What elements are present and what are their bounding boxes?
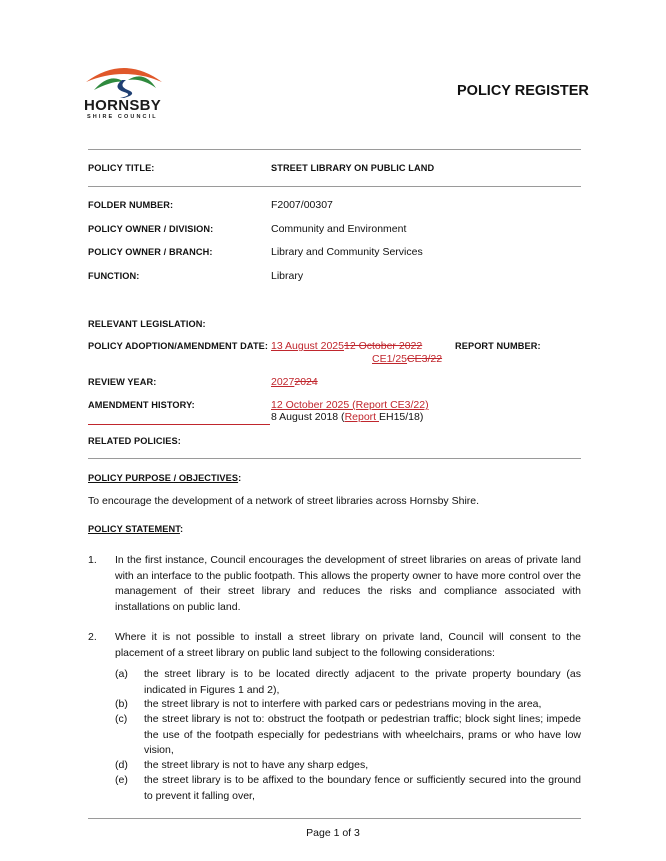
amendment-history-line2-end: EH15/18) — [379, 411, 424, 423]
purpose-heading-text: POLICY PURPOSE / OBJECTIVES — [88, 473, 239, 483]
review-year-inserted: 2027 — [271, 376, 295, 388]
policy-title-label: POLICY TITLE: — [88, 163, 155, 173]
subitem-text: the street library is not to have any sharp edges, — [144, 759, 369, 771]
amendment-history-line1 — [271, 399, 429, 411]
related-policies-label: RELATED POLICIES: — [88, 436, 181, 446]
report-number-deleted: CE3/22 — [407, 353, 443, 365]
report-number-inserted: CE1/25 — [372, 353, 408, 365]
purpose-text: To encourage the development of a network of street libraries across Hornsby Shire. — [88, 495, 480, 507]
adoption-date-value — [271, 340, 422, 352]
report-number-value — [372, 353, 442, 365]
owner-division-value: Community and Environment — [271, 223, 407, 235]
statement-heading: POLICY STATEMENT: — [88, 524, 184, 534]
divider — [88, 186, 581, 187]
folder-number-value: F2007/00307 — [271, 199, 333, 211]
subitem-number: (e) — [115, 774, 128, 786]
function-label: FUNCTION: — [88, 271, 140, 281]
divider — [88, 149, 581, 150]
footer-divider — [88, 818, 581, 819]
subitem-number: (a) — [115, 668, 128, 680]
purpose-heading: POLICY PURPOSE / OBJECTIVES: — [88, 473, 242, 483]
logo-subtitle: SHIRE COUNCIL — [87, 114, 158, 120]
statement-heading-text: POLICY STATEMENT — [88, 524, 180, 534]
owner-branch-label: POLICY OWNER / BRANCH: — [88, 247, 213, 257]
subitem-text: the street library is to be affixed to the boundary fence or sufficiently secured into the ground to prevent it falling over, — [144, 774, 581, 802]
subitem-number: (c) — [115, 713, 128, 725]
owner-division-label: POLICY OWNER / DIVISION: — [88, 224, 214, 234]
owner-branch-value: Library and Community Services — [271, 246, 423, 258]
amendment-history-inserted: 12 October 2025 (Report CE3/22) — [271, 399, 429, 411]
statement-item-number: 1. — [88, 554, 97, 566]
adoption-date-deleted: 12 October 2022 — [343, 340, 423, 352]
subitem-number: (d) — [115, 759, 128, 771]
policy-title-value: STREET LIBRARY ON PUBLIC LAND — [271, 163, 435, 173]
review-year-deleted: 2024 — [294, 376, 318, 388]
subitem-text: the street library is not to interfere with parked cars or pedestrians moving in the area, — [144, 698, 542, 710]
report-number-label: REPORT NUMBER: — [455, 341, 541, 351]
statement-item-text: Where it is not possible to install a street library on private land, Council will consent to the placement of a street library on public land subject to the following considerations: — [115, 631, 581, 659]
review-year-value — [271, 376, 318, 388]
logo-wordmark: HORNSBY — [84, 97, 162, 114]
amendment-history-line2-start: 8 August 2018 ( — [271, 411, 345, 423]
adoption-date-label: POLICY ADOPTION/AMENDMENT DATE: — [88, 341, 269, 351]
function-value: Library — [271, 270, 304, 282]
subitem-text: the street library is not to: obstruct the footpath or pedestrian traffic; block sight lines; impede the use of the footpath especially for pedestrians with wheelchairs, prams or who have low vision, — [144, 713, 581, 756]
amendment-history-line2 — [271, 411, 423, 423]
page-number: Page 1 of 3 — [306, 827, 360, 839]
review-year-label: REVIEW YEAR: — [88, 377, 157, 387]
subitem-number: (b) — [115, 698, 128, 710]
amendment-history-line2-inserted: Report — [344, 411, 379, 423]
document-title: POLICY REGISTER — [457, 83, 589, 99]
logo-navy-river — [117, 80, 132, 98]
adoption-date-inserted: 13 August 2025 — [271, 340, 344, 352]
logo-orange-arc — [86, 68, 162, 82]
amendment-history-label: AMENDMENT HISTORY: — [88, 400, 195, 410]
statement-item-number: 2. — [88, 631, 97, 643]
tracked-change-underline — [88, 424, 270, 425]
legislation-label: RELEVANT LEGISLATION: — [88, 319, 206, 329]
folder-number-label: FOLDER NUMBER: — [88, 200, 174, 210]
subitem-text: the street library is to be located directly adjacent to the private property boundary (as indicated in Figures 1 and 2), — [144, 668, 581, 696]
divider — [88, 458, 581, 459]
statement-item-text: In the first instance, Council encourages the development of street libraries on areas of private land with an interface to the public footpath. This allows the property owner to have more control over the management of their street library and reduces the risks and compliance associated with installations on public land. — [115, 554, 581, 613]
